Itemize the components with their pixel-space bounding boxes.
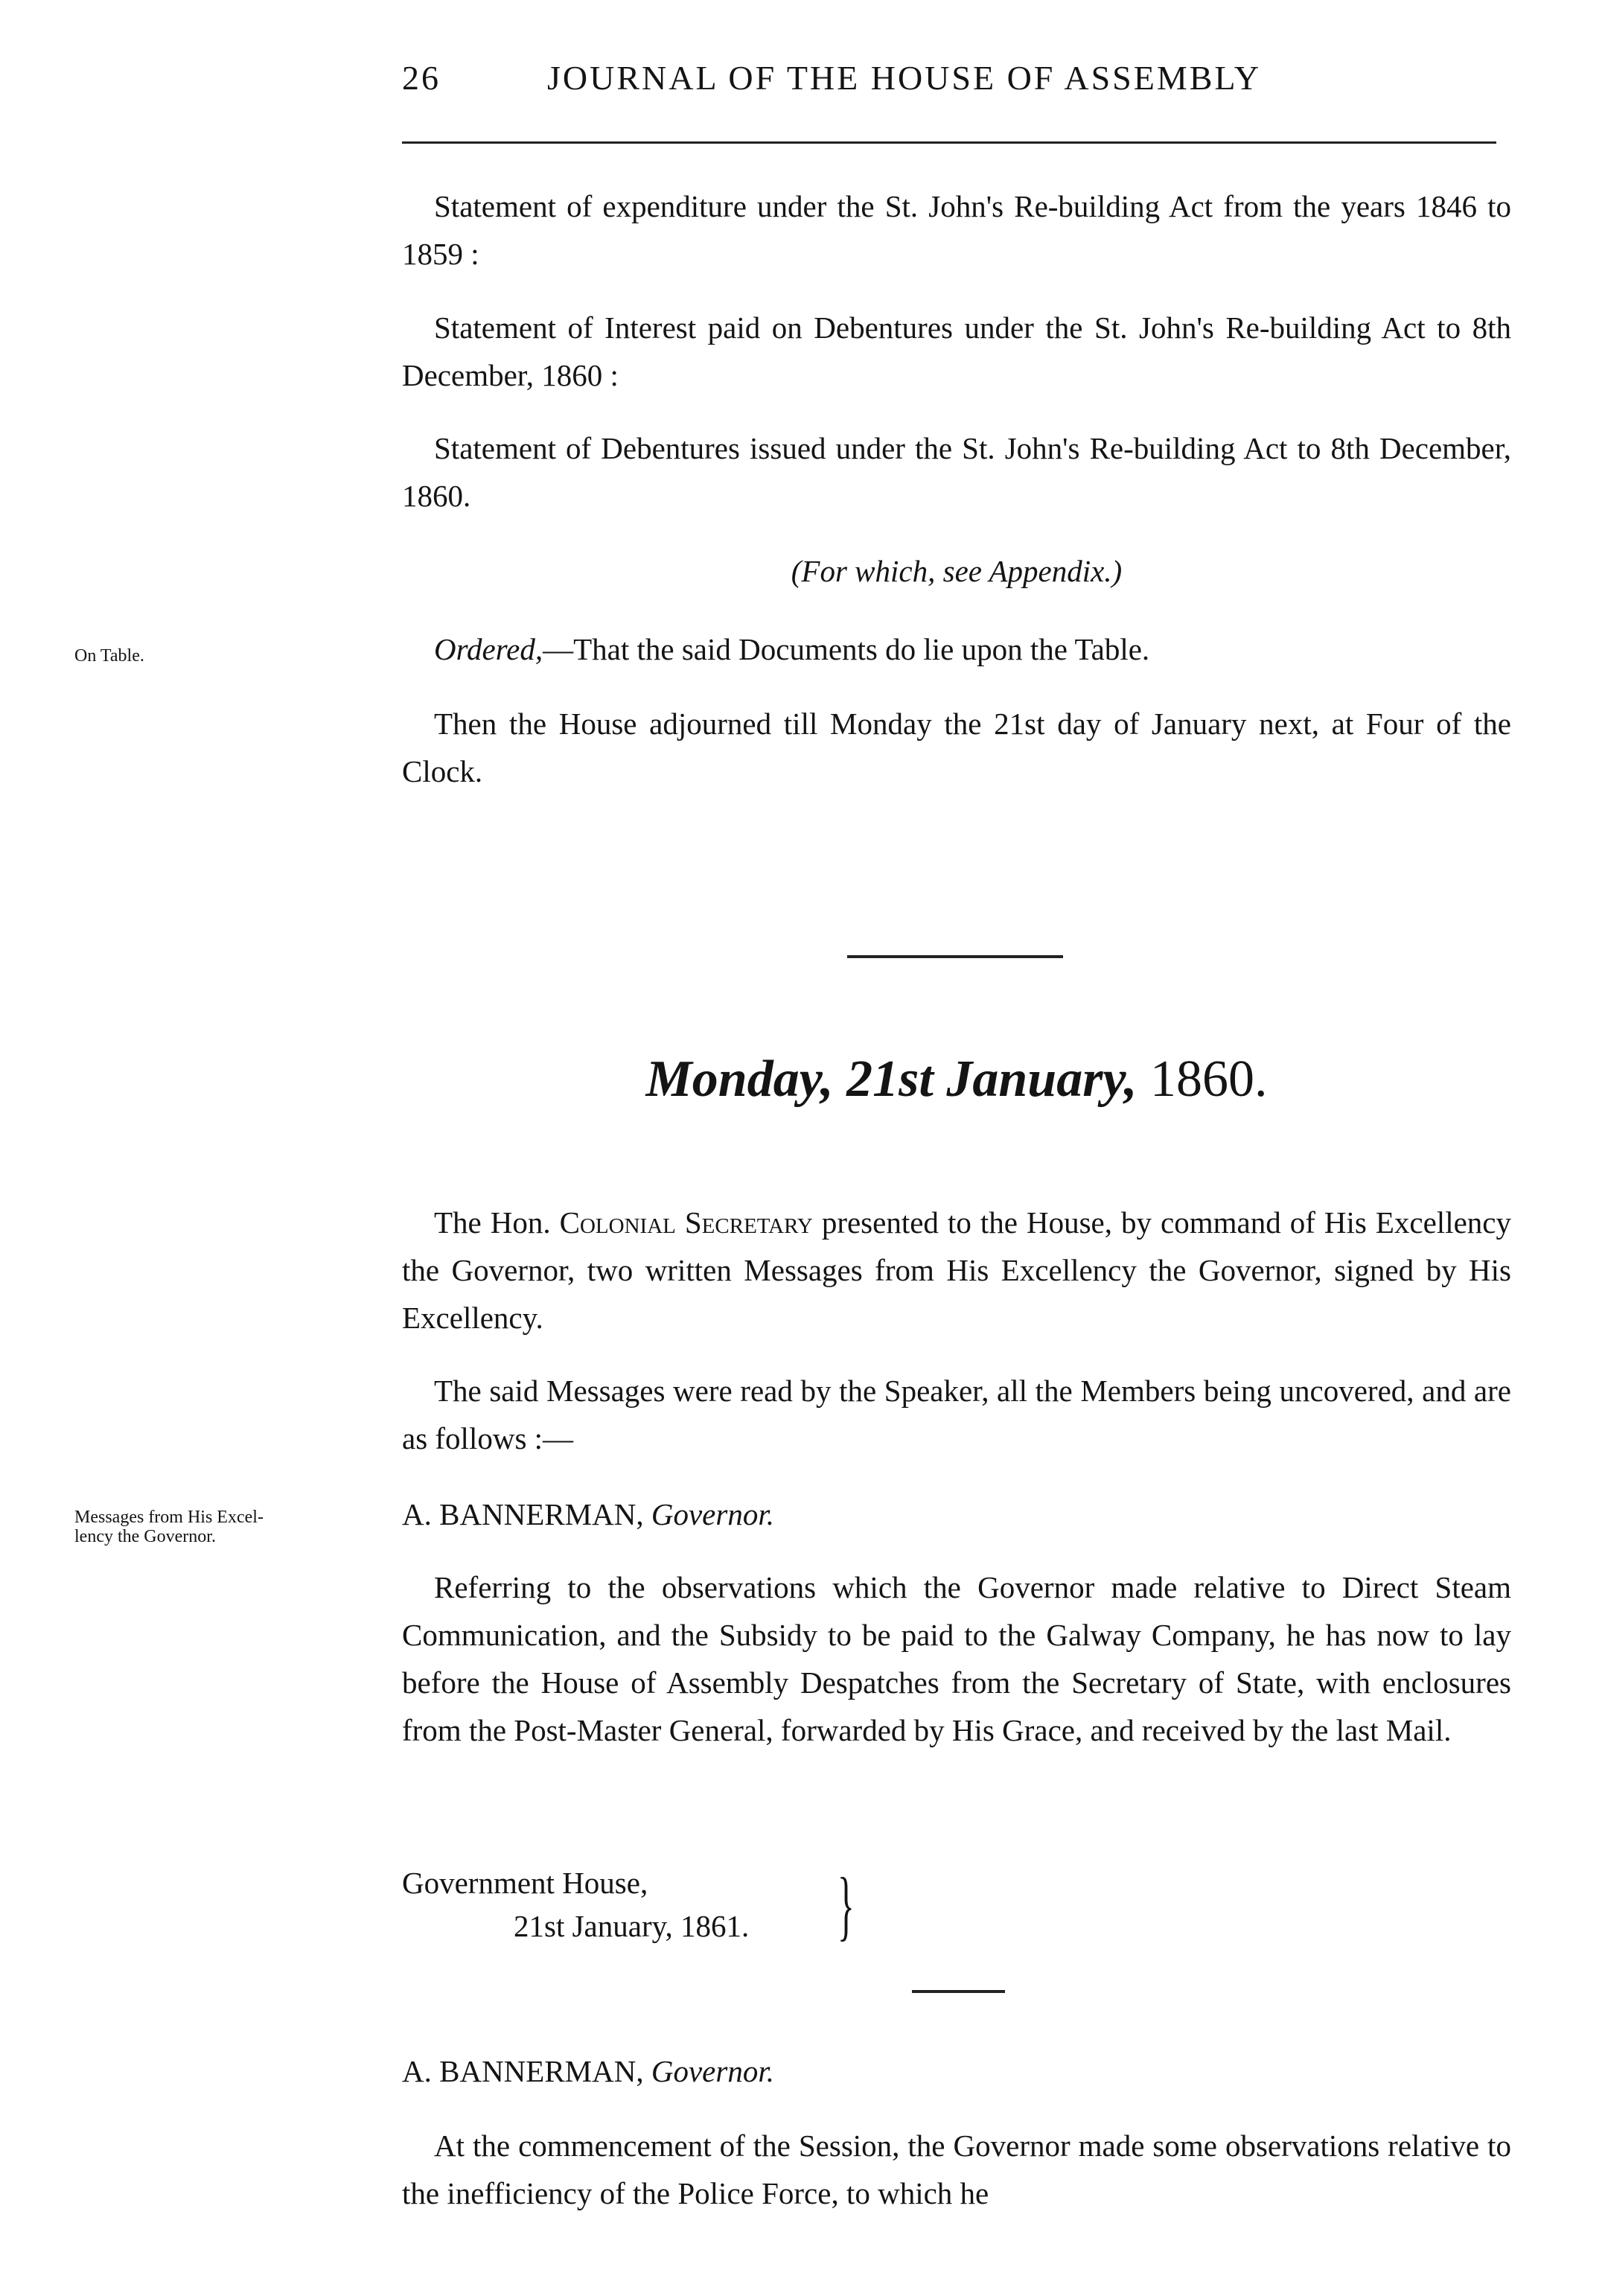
message2-body: At the commencement of the Session, the Governor made some observations relative to the inefficiency of the Police Force, to which he: [402, 2128, 1511, 2210]
colonial-secretary: Colonial Secretary: [559, 1205, 813, 1240]
messages-read-paragraph: The said Messages were read by the Speaker, all the Members being uncovered, and are as follows :—: [402, 1374, 1511, 1455]
appendix-note: (For which, see Appendix.): [791, 554, 1123, 588]
message2-signature: [402, 2047, 1511, 2095]
dateline-place: Government House,: [402, 1866, 648, 1900]
statement-interest: Statement of Interest paid on Debentures under the St. John's Re-building Act to 8th December, 1860 :: [402, 310, 1511, 392]
message-divider: [912, 1990, 1005, 1993]
ordered-lead: Ordered,: [434, 632, 543, 666]
journal-title: JOURNAL OF THE HOUSE OF ASSEMBLY: [547, 59, 1262, 97]
margin-note-messages: Messages from His Excel- lency the Governor.: [74, 1508, 264, 1546]
ordered-paragraph: [402, 625, 1511, 673]
signature-title: Governor.: [651, 1497, 774, 1531]
ordered-text: —That the said Documents do lie upon the Table.: [543, 632, 1150, 666]
dateline-date: 21st January, 1861.: [514, 1909, 750, 1943]
running-header: [402, 58, 1504, 110]
signature-name: A. BANNERMAN,: [402, 2054, 644, 2088]
adjourned-paragraph: Then the House adjourned till Monday the 21st day of January next, at Four of the Clock.: [402, 707, 1511, 788]
date-heading: Monday, 21st January, 1860.: [645, 1050, 1268, 1108]
brace-glyph: }: [837, 1861, 855, 1948]
margin-note-on-table: On Table.: [74, 646, 144, 666]
statement-expenditure: Statement of expenditure under the St. John's Re-building Act from the years 1846 to 1859 :: [402, 189, 1511, 271]
signature-title: Governor.: [651, 2054, 774, 2088]
message1-signature: [402, 1490, 1511, 1538]
page-number: 26: [402, 59, 441, 97]
presented-paragraph: The Hon. Colonial Secretary presented to the House, by command of His Excellency the Governor, two written Messages from His Excellency the Governor, signed by His Excellency.: [402, 1205, 1511, 1335]
signature-name: A. BANNERMAN,: [402, 1497, 644, 1531]
section-divider: [847, 955, 1063, 958]
header-rule: [402, 141, 1496, 144]
message1-dateline: [402, 1861, 923, 1948]
message1-body: Referring to the observations which the Governor made relative to Direct Steam Communication, and the Subsidy to be paid to the Galway Company, he has now to lay before the House of Assembly Despatches from the Secretary of State, with enclosures from the Post-Master General, forwarded by His Grace, and received by the last Mail.: [402, 1570, 1511, 1747]
statement-debentures: Statement of Debentures issued under the St. John's Re-building Act to 8th December, 1860.: [402, 431, 1511, 513]
